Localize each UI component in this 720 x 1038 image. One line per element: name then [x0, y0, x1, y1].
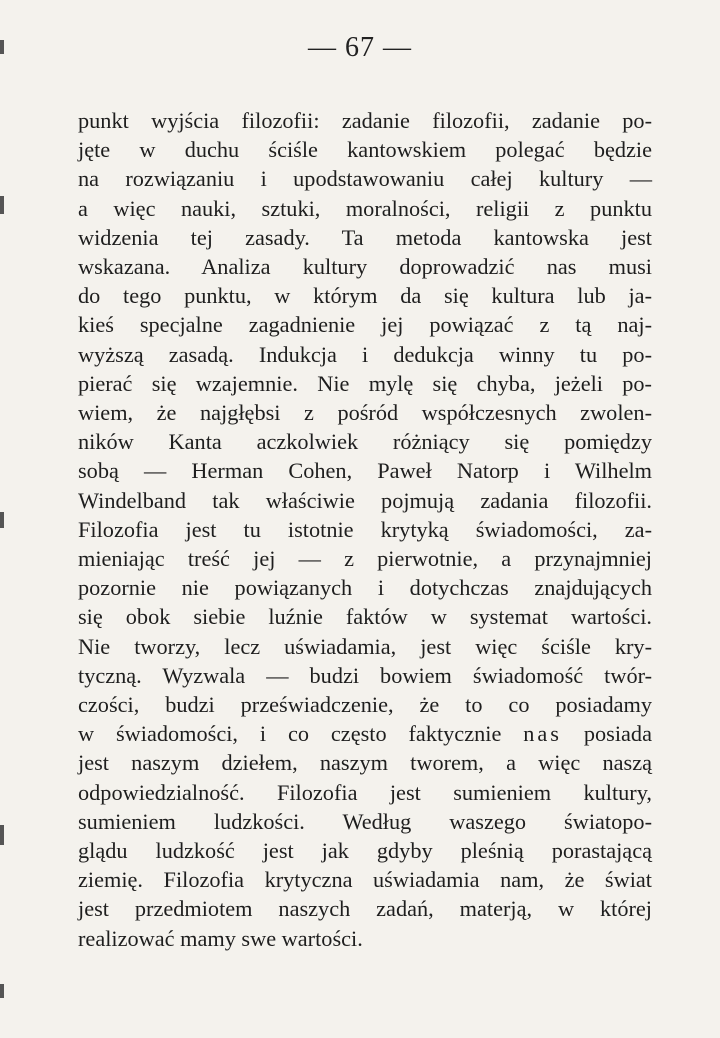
- text-line: Filozofia jest tu istotnie krytyką świadomości, za-: [78, 516, 652, 542]
- text-line: realizować mamy swe wartości.: [78, 925, 363, 951]
- text-line: pozornie nie powiązanych i dotychczas znajdujących: [78, 575, 652, 601]
- text-line: ników Kanta aczkolwiek różniący się pomiędzy: [78, 429, 652, 455]
- text-line: Nie tworzy, lecz uświadamia, jest więc ściśle kry-: [78, 633, 652, 659]
- text-segment: posiada: [583, 721, 652, 747]
- text-line: widzenia tej zasady. Ta metoda kantowska jest: [78, 224, 652, 250]
- text-line: jest naszym dziełem, naszym tworem, a więc naszą: [78, 750, 652, 776]
- text-line: a więc nauki, sztuki, moralności, religii z punktu: [78, 195, 652, 221]
- text-line: się obok siebie luźnie faktów w systemat wartości.: [78, 604, 652, 630]
- page-edge-mark: [0, 512, 4, 528]
- page-edge-mark: [0, 825, 4, 845]
- text-line: pierać się wzajemnie. Nie mylę się chyba, jeżeli po-: [78, 370, 652, 396]
- text-line: jęte w duchu ściśle kantowskiem polegać będzie: [78, 137, 652, 163]
- text-line: glądu ludzkość jest jak gdyby pleśnią porastającą: [78, 838, 652, 864]
- text-line: sumieniem ludzkości. Według waszego światopo-: [78, 808, 652, 834]
- text-line: na rozwiązaniu i upodstawowaniu całej kultury —: [78, 166, 652, 192]
- text-line: punkt wyjścia filozofii: zadanie filozofii, zadanie po-: [78, 108, 652, 133]
- text-line: Windelband tak właściwie pojmują zadania filozofii.: [78, 487, 652, 513]
- text-line: mieniając treść jej — z pierwotnie, a przynajmniej: [78, 546, 652, 572]
- emphasized-word: nas: [523, 721, 562, 747]
- text-segment: w świadomości, i co często faktycznie: [78, 721, 502, 747]
- text-line: wskazana. Analiza kultury doprowadzić nas musi: [78, 254, 652, 280]
- page-edge-mark: [0, 196, 4, 214]
- text-line: sobą — Herman Cohen, Paweł Natorp i Wilhelm: [78, 458, 652, 484]
- text-line: do tego punktu, w którym da się kultura lub ja-: [78, 283, 652, 309]
- page-number: — 67 —: [308, 32, 412, 63]
- text-line: wiem, że najgłębsi z pośród współczesnych zwolen-: [78, 400, 652, 426]
- text-line-with-emphasis: [78, 719, 652, 748]
- text-line: jest przedmiotem naszych zadań, materją, w której: [78, 896, 652, 922]
- text-line: czości, budzi przeświadczenie, że to co posiadamy: [78, 692, 652, 718]
- text-line: tyczną. Wyzwala — budzi bowiem świadomość twór-: [78, 662, 652, 688]
- page-edge-mark: [0, 984, 4, 998]
- text-line: wyższą zasadą. Indukcja i dedukcja winny tu po-: [78, 341, 652, 367]
- text-line: ziemię. Filozofia krytyczna uświadamia nam, że świat: [78, 867, 652, 893]
- text-line: odpowiedzialność. Filozofia jest sumieniem kultury,: [78, 779, 652, 805]
- text-line: kieś specjalne zagadnienie jej powiązać z tą naj-: [78, 312, 652, 338]
- body-text: [78, 106, 652, 953]
